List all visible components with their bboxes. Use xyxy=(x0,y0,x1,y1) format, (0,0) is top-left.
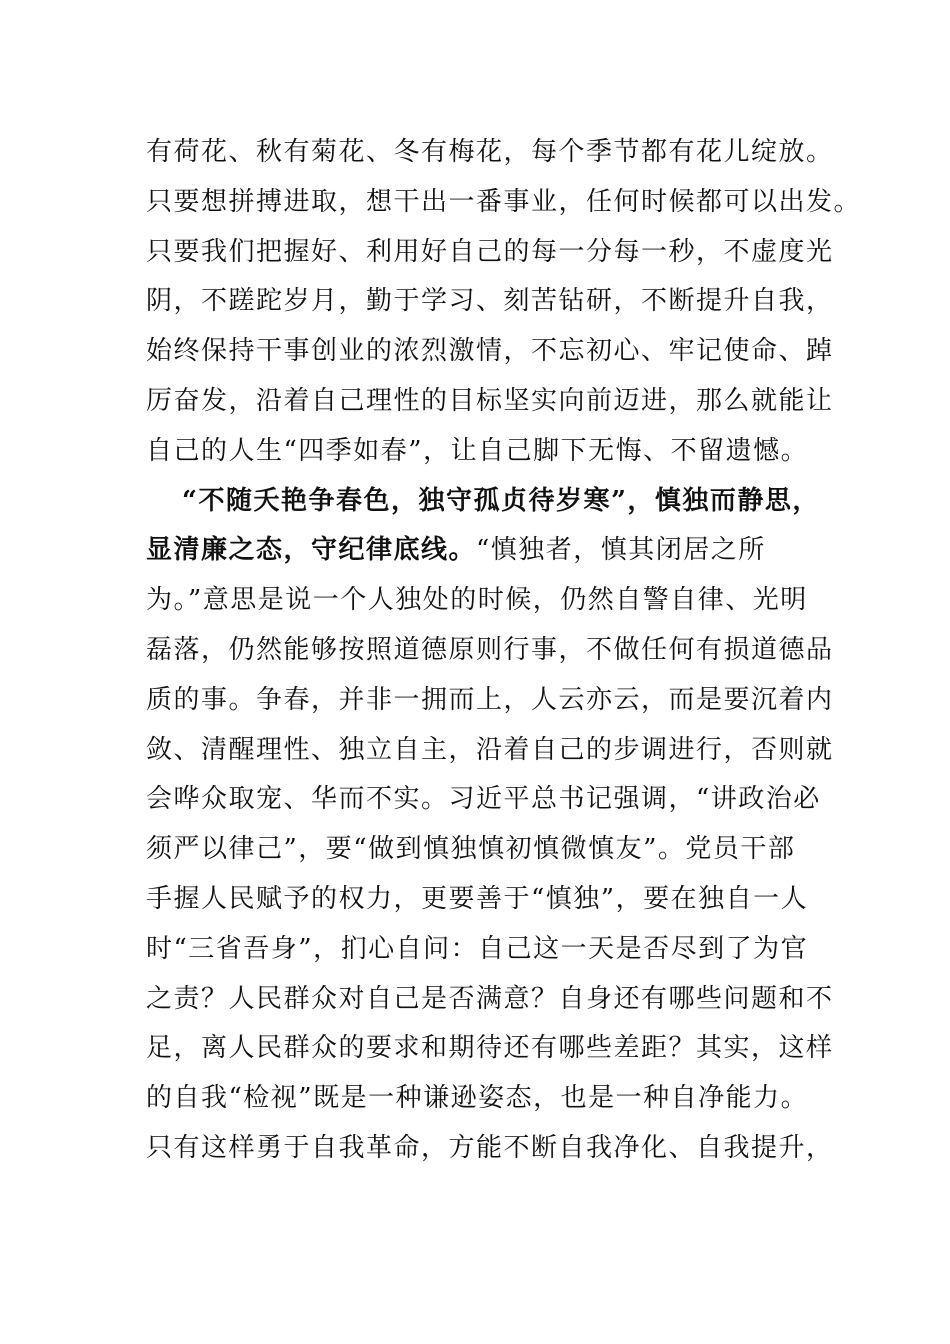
text-line: 为。”意思是说一个人独处的时候，仍然自警自律、光明 xyxy=(146,585,808,616)
text-line: 时“三省吾身”，扪心自问：自己这一天是否尽到了为官 xyxy=(146,933,809,964)
section-heading-line: “不随夭艳争春色，独守孤贞待岁寒”，慎独而静思， xyxy=(182,485,820,516)
text-line: 始终保持干事创业的浓烈激情，不忘初心、牢记使命、踔 xyxy=(146,336,834,367)
text-line: 只要想拼搏进取，想干出一番事业，任何时候都可以出发。 xyxy=(146,186,862,217)
text-line: 会哗众取宠、华而不实。习近平总书记强调，“讲政治必 xyxy=(146,784,821,815)
document-text xyxy=(146,128,862,1174)
text-line: 之责？人民群众对自己是否满意？自身还有哪些问题和不 xyxy=(146,983,834,1014)
text-line: 阴，不蹉跎岁月，勤于学习、刻苦钻研，不断提升自我， xyxy=(146,286,834,317)
text-line: 手握人民赋予的权力，更要善于“慎独”，要在独自一人 xyxy=(146,883,809,914)
text-line: 自己的人生“四季如春”，让自己脚下无悔、不留遗憾。 xyxy=(146,435,809,466)
text-line: 须严以律己”，要“做到慎独慎初慎微慎友”。党员干部 xyxy=(146,834,796,865)
section-heading-bold: 显清廉之态，守纪律底线。 xyxy=(146,535,477,566)
text-line: 的自我“检视”既是一种谦逊姿态，也是一种自净能力。 xyxy=(146,1083,809,1114)
text-line: 有荷花、秋有菊花、冬有梅花，每个季节都有花儿绽放。 xyxy=(146,137,834,167)
text-line: 磊落，仍然能够按照道德原则行事，不做任何有损道德品 xyxy=(146,634,834,665)
text-line: 厉奋发，沿着自己理性的目标坚实向前迈进，那么就能让 xyxy=(146,385,834,416)
text-line: 足，离人民群众的要求和期待还有哪些差距？其实，这样 xyxy=(146,1033,834,1064)
text-line: 敛、清醒理性、独立自主，沿着自己的步调进行，否则就 xyxy=(146,734,834,765)
text-line: 只有这样勇于自我革命，方能不断自我净化、自我提升， xyxy=(146,1132,834,1163)
text-line: 质的事。争春，并非一拥而上，人云亦云，而是要沉着内 xyxy=(146,684,834,715)
section-heading-line-2 xyxy=(146,526,806,576)
quote-start: “慎独者，慎其闭居之所 xyxy=(476,535,766,566)
text-line: 只要我们把握好、利用好自己的每一分每一秒，不虚度光 xyxy=(146,236,834,267)
